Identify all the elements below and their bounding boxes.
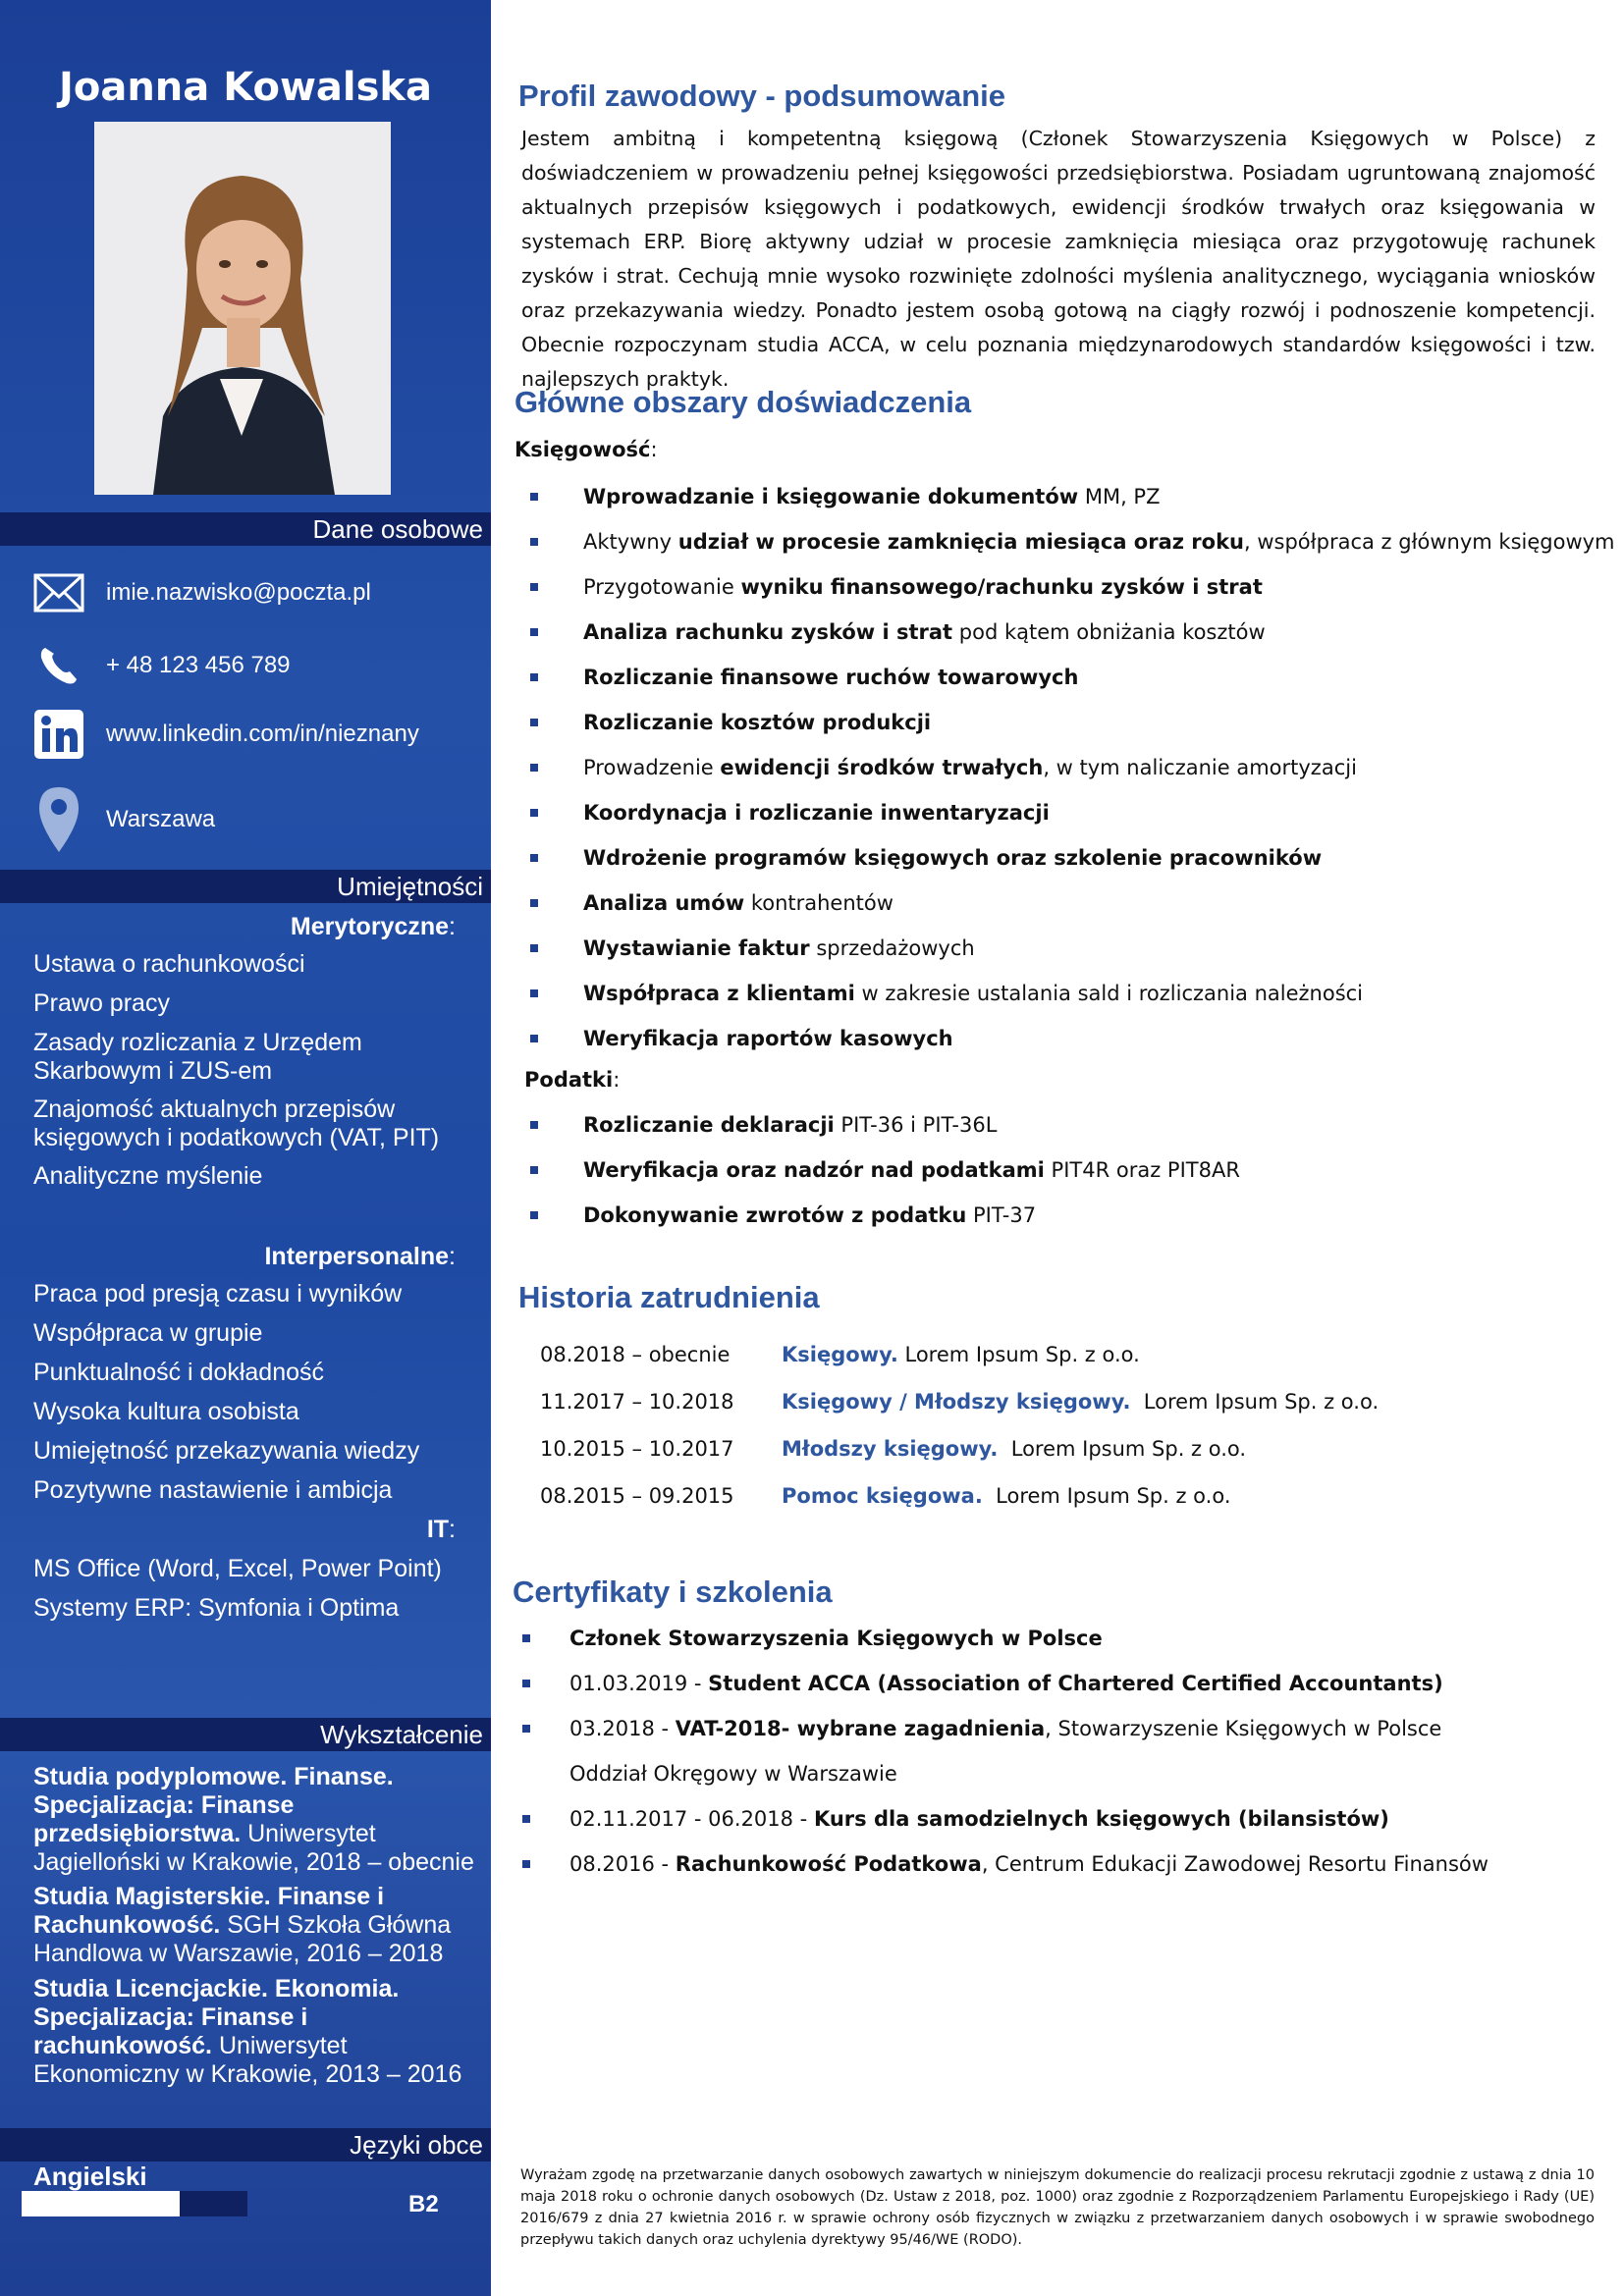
section-bar-languages: Języki obce — [0, 2128, 491, 2162]
profile-text: Jestem ambitną i kompetentną księgową (Członek Stowarzyszenia Księgowych w Polsce) z doświadczeniem w prowadzeniu pełnej księgowości przedsiębiorstwa. Posiadam ugruntowaną znajomość aktualnych przepisów księgowych i podatkowych, ewidencji środków trwałych oraz księgowania w systemach ERP. Biorę aktywny udział w procesie zamknięcia miesiąca oraz przygotowuję rachunek zysków i strat. Cechują mnie wysoko rozwinięte zdolności myślenia analitycznego, wyciągania wniosków oraz przekazywania wiedzy. Ponadto jestem osobą gotową na ciągły rozwój i podnoszenie kompetencji. Obecnie rozpoczynam studia ACCA, w celu poznania międzynarodowych standardów księgowości i tzw. najlepszych praktyk. — [521, 127, 1596, 391]
list-item-text: Koordynacja i rozliczanie inwentaryzacji — [583, 801, 1050, 825]
list-item-text: Prowadzenie ewidencji środków trwałych, w tym naliczanie amortyzacji — [583, 756, 1357, 779]
tax-item — [530, 1158, 1240, 1182]
accounting-item — [530, 666, 1078, 689]
cert-item — [522, 1706, 1512, 1796]
job-date: 10.2015 – 10.2017 — [540, 1437, 734, 1461]
accounting-item — [530, 936, 975, 960]
bullet-square-icon — [530, 899, 538, 907]
language-level-bar — [22, 2191, 247, 2216]
accounting-item — [530, 620, 1266, 644]
accounting-item — [530, 530, 1615, 554]
profile-title: Profil zawodowy - podsumowanie — [518, 79, 1006, 113]
bullet-square-icon — [522, 1815, 530, 1823]
skill-item: Praca pod presją czasu i wyników — [33, 1280, 403, 1308]
list-item-text: Dokonywanie zwrotów z podatku PIT-37 — [583, 1203, 1037, 1227]
list-item-text: Rozliczanie kosztów produkcji — [583, 711, 932, 734]
list-item-text: Rozliczanie deklaracji PIT-36 i PIT-36L — [583, 1113, 998, 1137]
list-item-text: 01.03.2019 - Student ACCA (Association of Chartered Certified Accountants) — [569, 1672, 1443, 1695]
cert-item — [522, 1842, 1512, 1887]
phone-text[interactable]: + 48 123 456 789 — [106, 652, 291, 678]
accounting-item — [530, 575, 1263, 599]
section-bar-personal: Dane osobowe — [0, 512, 491, 546]
cert-item — [522, 1796, 1512, 1842]
education-entry: Studia Magisterskie. Finanse i Rachunkowość. SGH Szkoła Główna Handlowa w Warszawie, 2016 – 2018 — [33, 1883, 452, 1967]
tax-item — [530, 1113, 997, 1137]
job-date: 08.2015 – 09.2015 — [540, 1484, 734, 1508]
list-item-text: 02.11.2017 - 06.2018 - Kurs dla samodzielnych księgowych (bilansistów) — [569, 1807, 1389, 1831]
candidate-name: Joanna Kowalska — [58, 65, 433, 110]
job-date: 11.2017 – 10.2018 — [540, 1390, 734, 1414]
accounting-item — [530, 711, 931, 734]
education-entry: Studia podyplomowe. Finanse. Specjalizacja: Finanse przedsiębiorstwa. Uniwersytet Jagielloński w Krakowie, 2018 – obecnie — [33, 1763, 474, 1876]
list-item-text: Analiza rachunku zysków i strat pod kątem obniżania kosztów — [583, 620, 1266, 644]
job-position: Księgowy. — [782, 1343, 898, 1366]
bullet-square-icon — [530, 628, 538, 636]
section-bar-education: Wykształcenie — [0, 1718, 491, 1751]
location-pin-icon — [31, 785, 86, 854]
job-position: Pomoc księgowa. — [782, 1484, 983, 1508]
skill-item: Wysoka kultura osobista — [33, 1398, 299, 1425]
contact-linkedin — [31, 707, 419, 762]
experience-title: Główne obszary doświadczenia — [514, 385, 972, 419]
skills-it-heading: IT: — [426, 1516, 456, 1543]
skill-item: MS Office (Word, Excel, Power Point) — [33, 1555, 442, 1582]
skill-item: Systemy ERP: Symfonia i Optima — [33, 1594, 400, 1622]
bullet-square-icon — [530, 944, 538, 952]
accounting-item — [530, 801, 1050, 825]
city-text: Warszawa — [106, 806, 216, 832]
bullet-square-icon — [530, 1121, 538, 1129]
job-position: Młodszy księgowy. — [782, 1437, 999, 1461]
bullet-square-icon — [530, 583, 538, 591]
accounting-item — [530, 485, 1160, 508]
bullet-square-icon — [530, 764, 538, 772]
job-row — [540, 1484, 1231, 1508]
bullet-square-icon — [530, 1166, 538, 1174]
bullet-square-icon — [522, 1860, 530, 1868]
history-title: Historia zatrudnienia — [518, 1280, 820, 1314]
skills-merit-heading: Merytoryczne: — [290, 913, 456, 940]
skill-item: Współpraca w grupie — [33, 1319, 263, 1347]
bullet-square-icon — [522, 1634, 530, 1642]
profile-photo — [94, 122, 391, 495]
skill-item: Pozytywne nastawienie i ambicja — [33, 1476, 393, 1504]
language-level-fill — [22, 2191, 180, 2216]
accounting-item — [530, 1027, 953, 1050]
job-position: Księgowy / Młodszy księgowy. — [782, 1390, 1131, 1414]
list-item-text: Członek Stowarzyszenia Księgowych w Polsce — [569, 1627, 1103, 1650]
contact-email — [31, 565, 371, 620]
list-item-text: Wdrożenie programów księgowych oraz szkolenie pracowników — [583, 846, 1323, 870]
linkedin-icon — [31, 707, 86, 762]
cert-item — [522, 1616, 1512, 1661]
cert-item — [522, 1661, 1512, 1706]
list-item-text: Aktywny udział w procesie zamknięcia miesiąca oraz roku, współpraca z głównym księgowym — [583, 530, 1615, 554]
skill-item: Prawo pracy — [33, 989, 170, 1017]
education-entry: Studia Licencjackie. Ekonomia. Specjalizacja: Finanse i rachunkowość. Uniwersytet Ekonomiczny w Krakowie, 2013 – 2016 — [33, 1975, 462, 2088]
skill-item: Znajomość aktualnych przepisów księgowych i podatkowych (VAT, PIT) — [33, 1095, 440, 1151]
list-item-text: Wprowadzanie i księgowanie dokumentów MM, PZ — [583, 485, 1161, 508]
section-bar-skills: Umiejętności — [0, 870, 491, 903]
envelope-icon — [31, 565, 86, 620]
accounting-heading: Księgowość: — [514, 438, 658, 461]
list-item-text: Analiza umów kontrahentów — [583, 891, 893, 915]
bullet-square-icon — [522, 1680, 530, 1687]
bullet-square-icon — [530, 673, 538, 681]
skill-item: Zasady rozliczania z Urzędem Skarbowym i ZUS-em — [33, 1029, 362, 1085]
list-item-text: Rozliczanie finansowe ruchów towarowych — [583, 666, 1079, 689]
list-item-text: Przygotowanie wyniku finansowego/rachunku zysków i strat — [583, 575, 1263, 599]
bullet-square-icon — [522, 1725, 530, 1733]
list-item-text: Weryfikacja oraz nadzór nad podatkami PIT4R oraz PIT8AR — [583, 1158, 1240, 1182]
certs-title: Certyfikaty i szkolenia — [513, 1575, 833, 1609]
skills-inter-heading: Interpersonalne: — [264, 1243, 456, 1270]
job-company: Lorem Ipsum Sp. z o.o. — [982, 1484, 1231, 1508]
bullet-square-icon — [530, 1035, 538, 1042]
accounting-item — [530, 756, 1357, 779]
skill-item: Punktualność i dokładność — [33, 1359, 325, 1386]
bullet-square-icon — [530, 989, 538, 997]
bullet-square-icon — [530, 538, 538, 546]
list-item-text: Weryfikacja raportów kasowych — [583, 1027, 953, 1050]
gdpr-consent: Wyrażam zgodę na przetwarzanie danych osobowych zawartych w niniejszym dokumencie do realizacji procesu rekrutacji zgodnie z ustawą z dnia 10 maja 2018 roku o ochronie danych osobowych (Dz. Ustaw z 2018, poz. 1000) oraz zgodnie z Rozporządzeniem Parlamentu Europejskiego i Rady (UE) 2016/679 z dnia 27 kwietnia 2016 r. w sprawie ochrony osób fizycznych w związku z przetwarzaniem danych osobowych i w sprawie swobodnego przepływu takich danych oraz uchylenia dyrektywy 95/46/WE (RODO). — [520, 2167, 1595, 2248]
bullet-square-icon — [530, 719, 538, 726]
bullet-square-icon — [530, 809, 538, 817]
job-row — [540, 1343, 1140, 1366]
contact-phone — [31, 638, 291, 693]
phone-icon — [31, 638, 86, 693]
job-company: Lorem Ipsum Sp. z o.o. — [1130, 1390, 1380, 1414]
job-row — [540, 1437, 1246, 1461]
job-company: Lorem Ipsum Sp. z o.o. — [897, 1343, 1140, 1366]
contact-city — [31, 785, 215, 854]
list-item-text: 08.2016 - Rachunkowość Podatkowa, Centrum Edukacji Zawodowej Resortu Finansów — [569, 1852, 1489, 1876]
skill-item: Umiejętność przekazywania wiedzy — [33, 1437, 420, 1465]
job-row — [540, 1390, 1379, 1414]
linkedin-text[interactable]: www.linkedin.com/in/nieznany — [106, 721, 419, 747]
language-level: B2 — [408, 2191, 439, 2217]
bullet-square-icon — [530, 1211, 538, 1219]
accounting-item — [530, 846, 1322, 870]
taxes-heading: Podatki: — [524, 1068, 621, 1092]
bullet-square-icon — [530, 854, 538, 862]
list-item-text: Wystawianie faktur sprzedażowych — [583, 936, 975, 960]
list-item-text: Współpraca z klientami w zakresie ustalania sald i rozliczania należności — [583, 982, 1364, 1005]
list-item-text: 03.2018 - VAT-2018- wybrane zagadnienia, Stowarzyszenie Księgowych w Polsce Oddział Okręgowy w Warszawie — [569, 1717, 1442, 1786]
sidebar — [0, 0, 491, 2296]
job-date: 08.2018 – obecnie — [540, 1343, 731, 1366]
accounting-item — [530, 891, 893, 915]
job-company: Lorem Ipsum Sp. z o.o. — [998, 1437, 1247, 1461]
skill-item: Analityczne myślenie — [33, 1162, 263, 1190]
accounting-item — [530, 982, 1363, 1005]
tax-item — [530, 1203, 1036, 1227]
language-name: Angielski — [33, 2162, 147, 2191]
email-text[interactable]: imie.nazwisko@poczta.pl — [106, 579, 371, 606]
bullet-square-icon — [530, 493, 538, 501]
skill-item: Ustawa o rachunkowości — [33, 950, 305, 978]
